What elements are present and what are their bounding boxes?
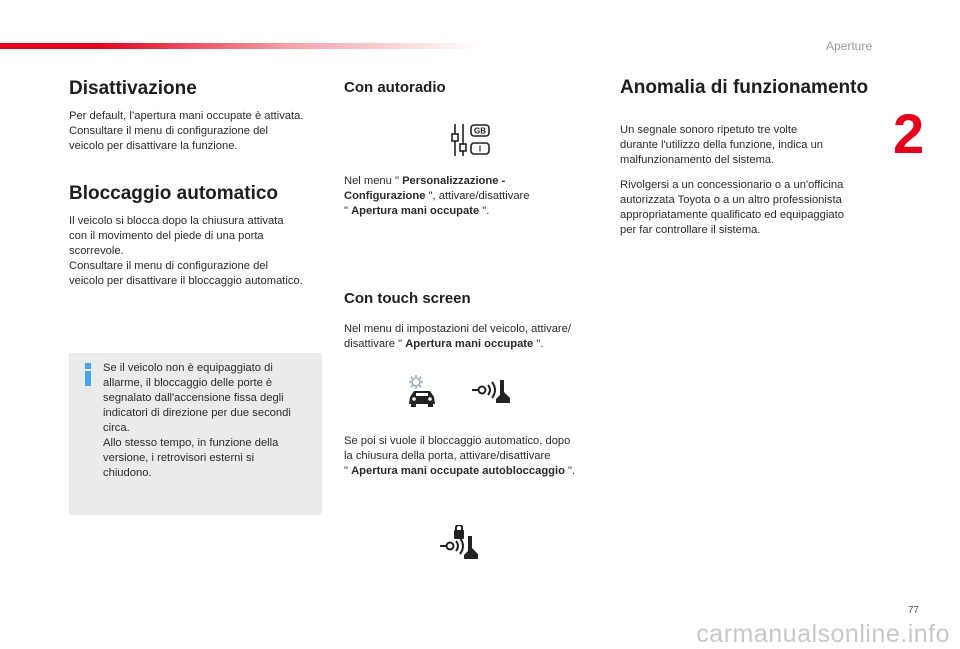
radio-badge-top: GB [474,126,486,136]
heading-disattivazione: Disattivazione [69,78,197,99]
autolock-foot-icon [438,525,480,561]
paragraph-anomalia-1: Un segnale sonoro ripetuto tre volte durante l'utilizzo della funzione, indica un malfunzionamento del sistema. [620,124,824,166]
heading-touchscreen: Con touch screen [344,290,471,307]
column-left-section2 [69,183,329,289]
paragraph-disattivazione: Per default, l’apertura mani occupate è attivata. Consultare il menu di configurazione del veicolo per disattivare la funzione. [69,110,304,152]
car-settings-icon [404,373,440,409]
paragraph-autobloccaggio: Se poi si vuole il bloccaggio automatico, dopo la chiusura della porta, attivare/disattivare " Apertura mani occupate autobloccaggio ". [344,435,576,477]
paragraph-anomalia-2: Rivolgersi a un concessionario o a un'officina autorizzata Toyota o a un altro professionista appropriatamente qualificato ed equipaggiato per far controllare il sistema. [620,179,844,236]
page-number: 77 [907,605,919,616]
heading-bloccaggio: Bloccaggio automatico [69,183,279,204]
radio-badge-bottom: I [478,144,482,154]
column-middle-section2 [344,290,604,352]
column-right [620,77,880,238]
paragraph-touchscreen: Nel menu di impostazioni del veicolo, attivare/ disattivare " Apertura mani occupate ". [344,323,571,350]
paragraph-bloccaggio: Il veicolo si blocca dopo la chiusura attivata con il movimento del piede di una porta scorrevole. Consultare il menu di configurazione del veicolo per disattivare il bloccaggio automatico. [69,215,303,287]
paragraph-autoradio: Nel menu " Personalizzazione - Configurazione ", attivare/disattivare " Apertura mani occupate ". [344,175,530,217]
info-text: Se il veicolo non è equipaggiato di allarme, il bloccaggio delle porte è segnalato dall'accensione fissa degli indicatori di direzione per due secondi circa. Allo stesso tempo, in funzione della versione, i retrovisori esterni si chiudono. [103,362,291,479]
settings-sliders-icon [450,122,492,158]
heading-anomalia: Anomalia di funzionamento [620,77,869,98]
column-middle [344,79,604,96]
chapter-number: 2 [893,102,925,165]
info-icon [83,363,93,387]
column-left [69,78,329,154]
heading-autoradio: Con autoradio [344,79,446,96]
header-red-bar [0,43,480,49]
section-title: Aperture [825,39,872,53]
hands-free-foot-icon [470,376,512,406]
watermark: carmanualsonline.info [696,620,950,648]
info-box [69,353,322,515]
